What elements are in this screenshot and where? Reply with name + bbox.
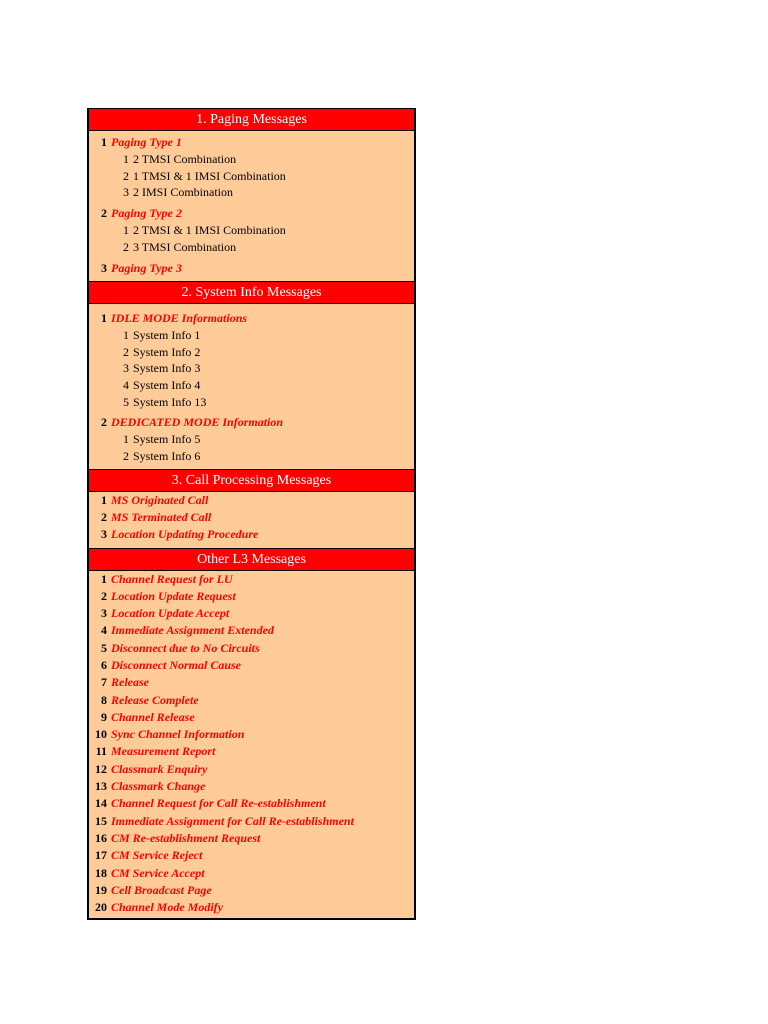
sub-list-item bbox=[89, 168, 414, 185]
item-label: Disconnect Normal Cause bbox=[111, 657, 242, 672]
list-item bbox=[89, 709, 414, 726]
sub-item-label: System Info 5 bbox=[133, 432, 201, 447]
sub-list-item bbox=[89, 360, 414, 377]
item-label: Disconnect due to No Circuits bbox=[111, 640, 260, 655]
item-number: 3 bbox=[101, 606, 107, 621]
sub-item-label: 2 IMSI Combination bbox=[133, 185, 234, 200]
list-item bbox=[89, 882, 414, 899]
item-label: Paging Type 1 bbox=[111, 135, 182, 149]
list-item bbox=[89, 622, 414, 639]
list-item bbox=[89, 692, 414, 709]
sub-item-number: 3 bbox=[123, 361, 129, 376]
item-label: Paging Type 3 bbox=[111, 260, 182, 275]
item-label: Classmark Enquiry bbox=[111, 761, 208, 776]
sub-item-number: 1 bbox=[123, 223, 129, 238]
item-number: 1 bbox=[101, 571, 107, 586]
sub-list-item bbox=[89, 431, 414, 448]
item-number: 8 bbox=[101, 692, 107, 707]
list-item bbox=[89, 899, 414, 916]
list-item bbox=[89, 657, 414, 674]
item-label: Location Update Request bbox=[111, 588, 236, 603]
sub-list-item bbox=[89, 239, 414, 256]
item-label: Immediate Assignment for Call Re-establishment bbox=[111, 813, 354, 828]
item-number: 15 bbox=[95, 813, 107, 828]
list-item bbox=[89, 761, 414, 778]
item-label: CM Service Accept bbox=[111, 865, 205, 880]
section-body-other-l3 bbox=[89, 571, 414, 919]
sub-item-label: System Info 2 bbox=[133, 344, 201, 359]
item-number: 5 bbox=[101, 640, 107, 655]
item-number: 16 bbox=[95, 830, 107, 845]
item-number: 12 bbox=[95, 761, 107, 776]
list-item bbox=[89, 640, 414, 657]
item-label: DEDICATED MODE Information bbox=[111, 415, 284, 430]
sub-list-item bbox=[89, 184, 414, 201]
section-header-other-l3: Other L3 Messages bbox=[89, 548, 414, 571]
sub-list-item bbox=[89, 327, 414, 344]
sub-item-number: 3 bbox=[123, 185, 129, 200]
item-label: Location Updating Procedure bbox=[111, 527, 259, 542]
list-item bbox=[89, 795, 414, 812]
item-number: 6 bbox=[101, 657, 107, 672]
list-item bbox=[89, 778, 414, 795]
item-label: Channel Release bbox=[111, 709, 195, 724]
list-item bbox=[89, 492, 414, 509]
sub-item-number: 2 bbox=[123, 168, 129, 183]
item-label: Channel Request for Call Re-establishment bbox=[111, 796, 326, 811]
item-label: Release bbox=[111, 675, 149, 690]
sub-item-label: System Info 6 bbox=[133, 449, 201, 464]
sub-item-label: 3 TMSI Combination bbox=[133, 239, 237, 254]
item-label: MS Terminated Call bbox=[111, 509, 212, 524]
list-item bbox=[89, 743, 414, 760]
sub-item-number: 2 bbox=[123, 239, 129, 254]
sub-list-item bbox=[89, 151, 414, 168]
item-label: Channel Request for LU bbox=[111, 571, 233, 586]
item-label: Sync Channel Information bbox=[111, 727, 245, 742]
list-item bbox=[89, 414, 414, 431]
item-number: 18 bbox=[95, 865, 107, 880]
item-number: 1 bbox=[101, 135, 107, 149]
sub-item-label: System Info 3 bbox=[133, 361, 201, 376]
item-label: Measurement Report bbox=[111, 744, 216, 759]
sub-item-number: 4 bbox=[123, 377, 129, 392]
sub-list-item bbox=[89, 394, 414, 411]
section-body-system-info bbox=[89, 304, 414, 469]
item-number: 2 bbox=[101, 588, 107, 603]
section-header-system-info: 2. System Info Messages bbox=[89, 281, 414, 304]
sub-item-label: System Info 13 bbox=[133, 394, 207, 409]
message-index-table bbox=[87, 108, 416, 920]
list-item bbox=[89, 588, 414, 605]
list-item bbox=[89, 134, 414, 151]
item-label: CM Re-establishment Request bbox=[111, 830, 261, 845]
sub-item-label: 2 TMSI & 1 IMSI Combination bbox=[133, 223, 286, 238]
sub-item-label: System Info 1 bbox=[133, 328, 201, 343]
item-number: 19 bbox=[95, 882, 107, 897]
item-number: 7 bbox=[101, 675, 107, 690]
list-item bbox=[89, 605, 414, 622]
section-body-call-processing bbox=[89, 492, 414, 548]
sub-item-number: 1 bbox=[123, 152, 129, 167]
sub-item-label: System Info 4 bbox=[133, 377, 201, 392]
item-label: Paging Type 2 bbox=[111, 206, 182, 221]
list-item bbox=[89, 726, 414, 743]
item-number: 2 bbox=[101, 206, 107, 221]
item-number: 17 bbox=[95, 848, 107, 863]
item-label: Location Update Accept bbox=[111, 606, 230, 621]
item-label: Immediate Assignment Extended bbox=[111, 623, 274, 638]
sub-item-number: 1 bbox=[123, 328, 129, 343]
sub-list-item bbox=[89, 377, 414, 394]
sub-item-number: 2 bbox=[123, 449, 129, 464]
list-item bbox=[89, 830, 414, 847]
sub-item-label: 1 TMSI & 1 IMSI Combination bbox=[133, 168, 286, 183]
item-number: 10 bbox=[95, 727, 107, 742]
sub-list-item bbox=[89, 222, 414, 239]
list-item bbox=[89, 509, 414, 526]
item-label: Channel Mode Modify bbox=[111, 900, 224, 915]
sub-list-item bbox=[89, 344, 414, 361]
sub-item-number: 5 bbox=[123, 394, 129, 409]
list-item bbox=[89, 526, 414, 543]
item-number: 3 bbox=[101, 260, 107, 275]
sub-list-item bbox=[89, 448, 414, 465]
section-body-paging bbox=[89, 131, 414, 281]
item-number: 11 bbox=[95, 744, 107, 759]
item-label: MS Originated Call bbox=[111, 492, 209, 507]
sub-item-number: 2 bbox=[123, 344, 129, 359]
item-label: IDLE MODE Informations bbox=[111, 310, 248, 325]
item-number: 1 bbox=[101, 310, 107, 325]
item-number: 1 bbox=[101, 492, 107, 507]
list-item bbox=[89, 847, 414, 864]
item-number: 20 bbox=[95, 900, 107, 915]
item-number: 4 bbox=[101, 623, 107, 638]
item-number: 13 bbox=[95, 779, 107, 794]
item-label: Release Complete bbox=[111, 692, 199, 707]
list-item bbox=[89, 813, 414, 830]
section-header-call-processing: 3. Call Processing Messages bbox=[89, 469, 414, 492]
list-item bbox=[89, 260, 414, 277]
list-item bbox=[89, 205, 414, 222]
item-label: Cell Broadcast Page bbox=[111, 882, 212, 897]
section-header-paging: 1. Paging Messages bbox=[89, 109, 414, 131]
list-item bbox=[89, 571, 414, 588]
item-label: Classmark Change bbox=[111, 779, 206, 794]
item-number: 2 bbox=[101, 415, 107, 430]
list-item bbox=[89, 310, 414, 327]
item-number: 14 bbox=[95, 796, 107, 811]
list-item bbox=[89, 865, 414, 882]
item-label: CM Service Reject bbox=[111, 848, 203, 863]
item-number: 9 bbox=[101, 709, 107, 724]
item-number: 2 bbox=[101, 509, 107, 524]
sub-item-number: 1 bbox=[123, 432, 129, 447]
list-item bbox=[89, 674, 414, 691]
item-number: 3 bbox=[101, 527, 107, 542]
sub-item-label: 2 TMSI Combination bbox=[133, 152, 237, 167]
